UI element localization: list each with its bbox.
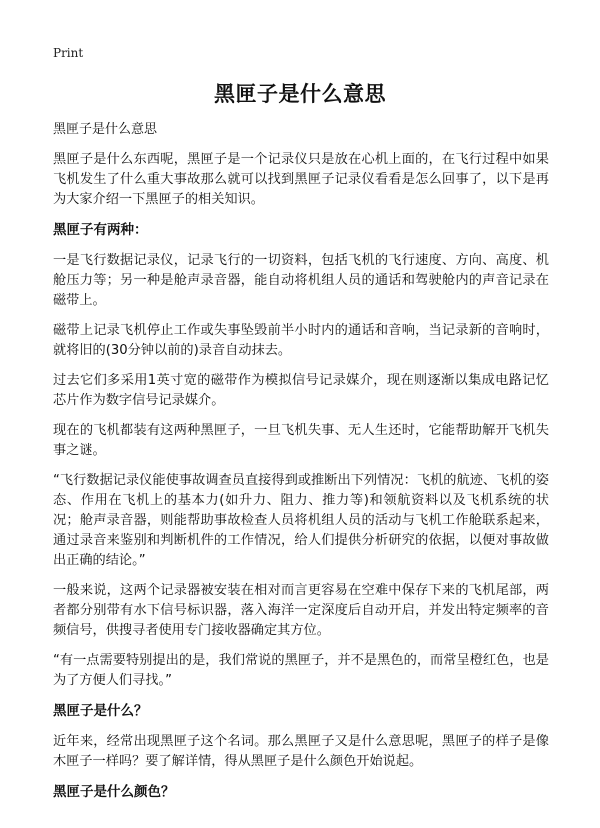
paragraph: 一般来说，这两个记录器被安装在相对而言更容易在空难中保存下来的飞机尾部，两者都分别带有水下信号标识器，落入海洋一定深度后自动开启，并发出特定频率的音频信号，供搜寻者使用专门接收器确定其方位。 — [53, 583, 549, 638]
quote-paragraph: “飞行数据记录仪能使事故调查员直接得到或推断出下列情况：飞机的航迹、飞机的姿态、作用在飞机上的基本力(如升力、阻力、推力等)和领航资料以及飞机系统的状况；舱声录音器，则能帮助事故检查人员将机组人员的活动与飞机工作舱联系起来，通过录音来鉴别和判断机件的工作情况，给人们提供分析研究的依据，以便对事故做出正确的结论。” — [53, 473, 549, 568]
paragraph: 近年来，经常出现黑匣子这个名词。那么黑匣子又是什么意思呢，黑匣子的样子是像木匣子一样吗？要了解详情，得从黑匣子是什么颜色开始说起。 — [53, 734, 549, 769]
paragraph: 一是飞行数据记录仪，记录飞行的一切资料，包括飞机的飞行速度、方向、高度、机舱压力等；另一种是舱声录音器，能自动将机组人员的通话和驾驶舱内的声音记录在磁带上。 — [53, 253, 549, 308]
print-label: Print — [53, 46, 84, 60]
paragraph: 磁带上记录飞机停止工作或失事坠毁前半小时内的通话和音响，当记录新的音响时，就将旧的(30分钟以前的)录音自动抹去。 — [53, 323, 549, 358]
section-heading-color: 黑匣子是什么颜色？ — [53, 784, 175, 800]
page-title: 黑匣子是什么意思 — [214, 82, 386, 106]
paragraph: 过去它们多采用1英寸宽的磁带作为模拟信号记录媒介，现在则逐渐以集成电路记忆芯片作为数字信号记录媒介。 — [53, 373, 549, 408]
section-heading-two-types: 黑匣子有两种： — [53, 222, 148, 238]
quote-paragraph: “有一点需要特别提出的是，我们常说的黑匣子，并不是黑色的，而常呈橙红色，也是为了方便人们寻找。” — [53, 653, 549, 688]
article-body — [53, 120, 549, 813]
paragraph: 现在的飞机都装有这两种黑匣子，一旦飞机失事、无人生还时，它能帮助解开飞机失事之谜。 — [53, 423, 549, 458]
intro-paragraph: 黑匣子是什么东西呢，黑匣子是一个记录仪只是放在心机上面的，在飞行过程中如果飞机发生了什么重大事故那么就可以找到黑匣子记录仪看看是怎么回事了，以下是再为大家介绍一下黑匣子的相关知识。 — [53, 152, 549, 207]
article-subtitle: 黑匣子是什么意思 — [53, 122, 158, 137]
section-heading-what-is: 黑匣子是什么？ — [53, 703, 148, 719]
